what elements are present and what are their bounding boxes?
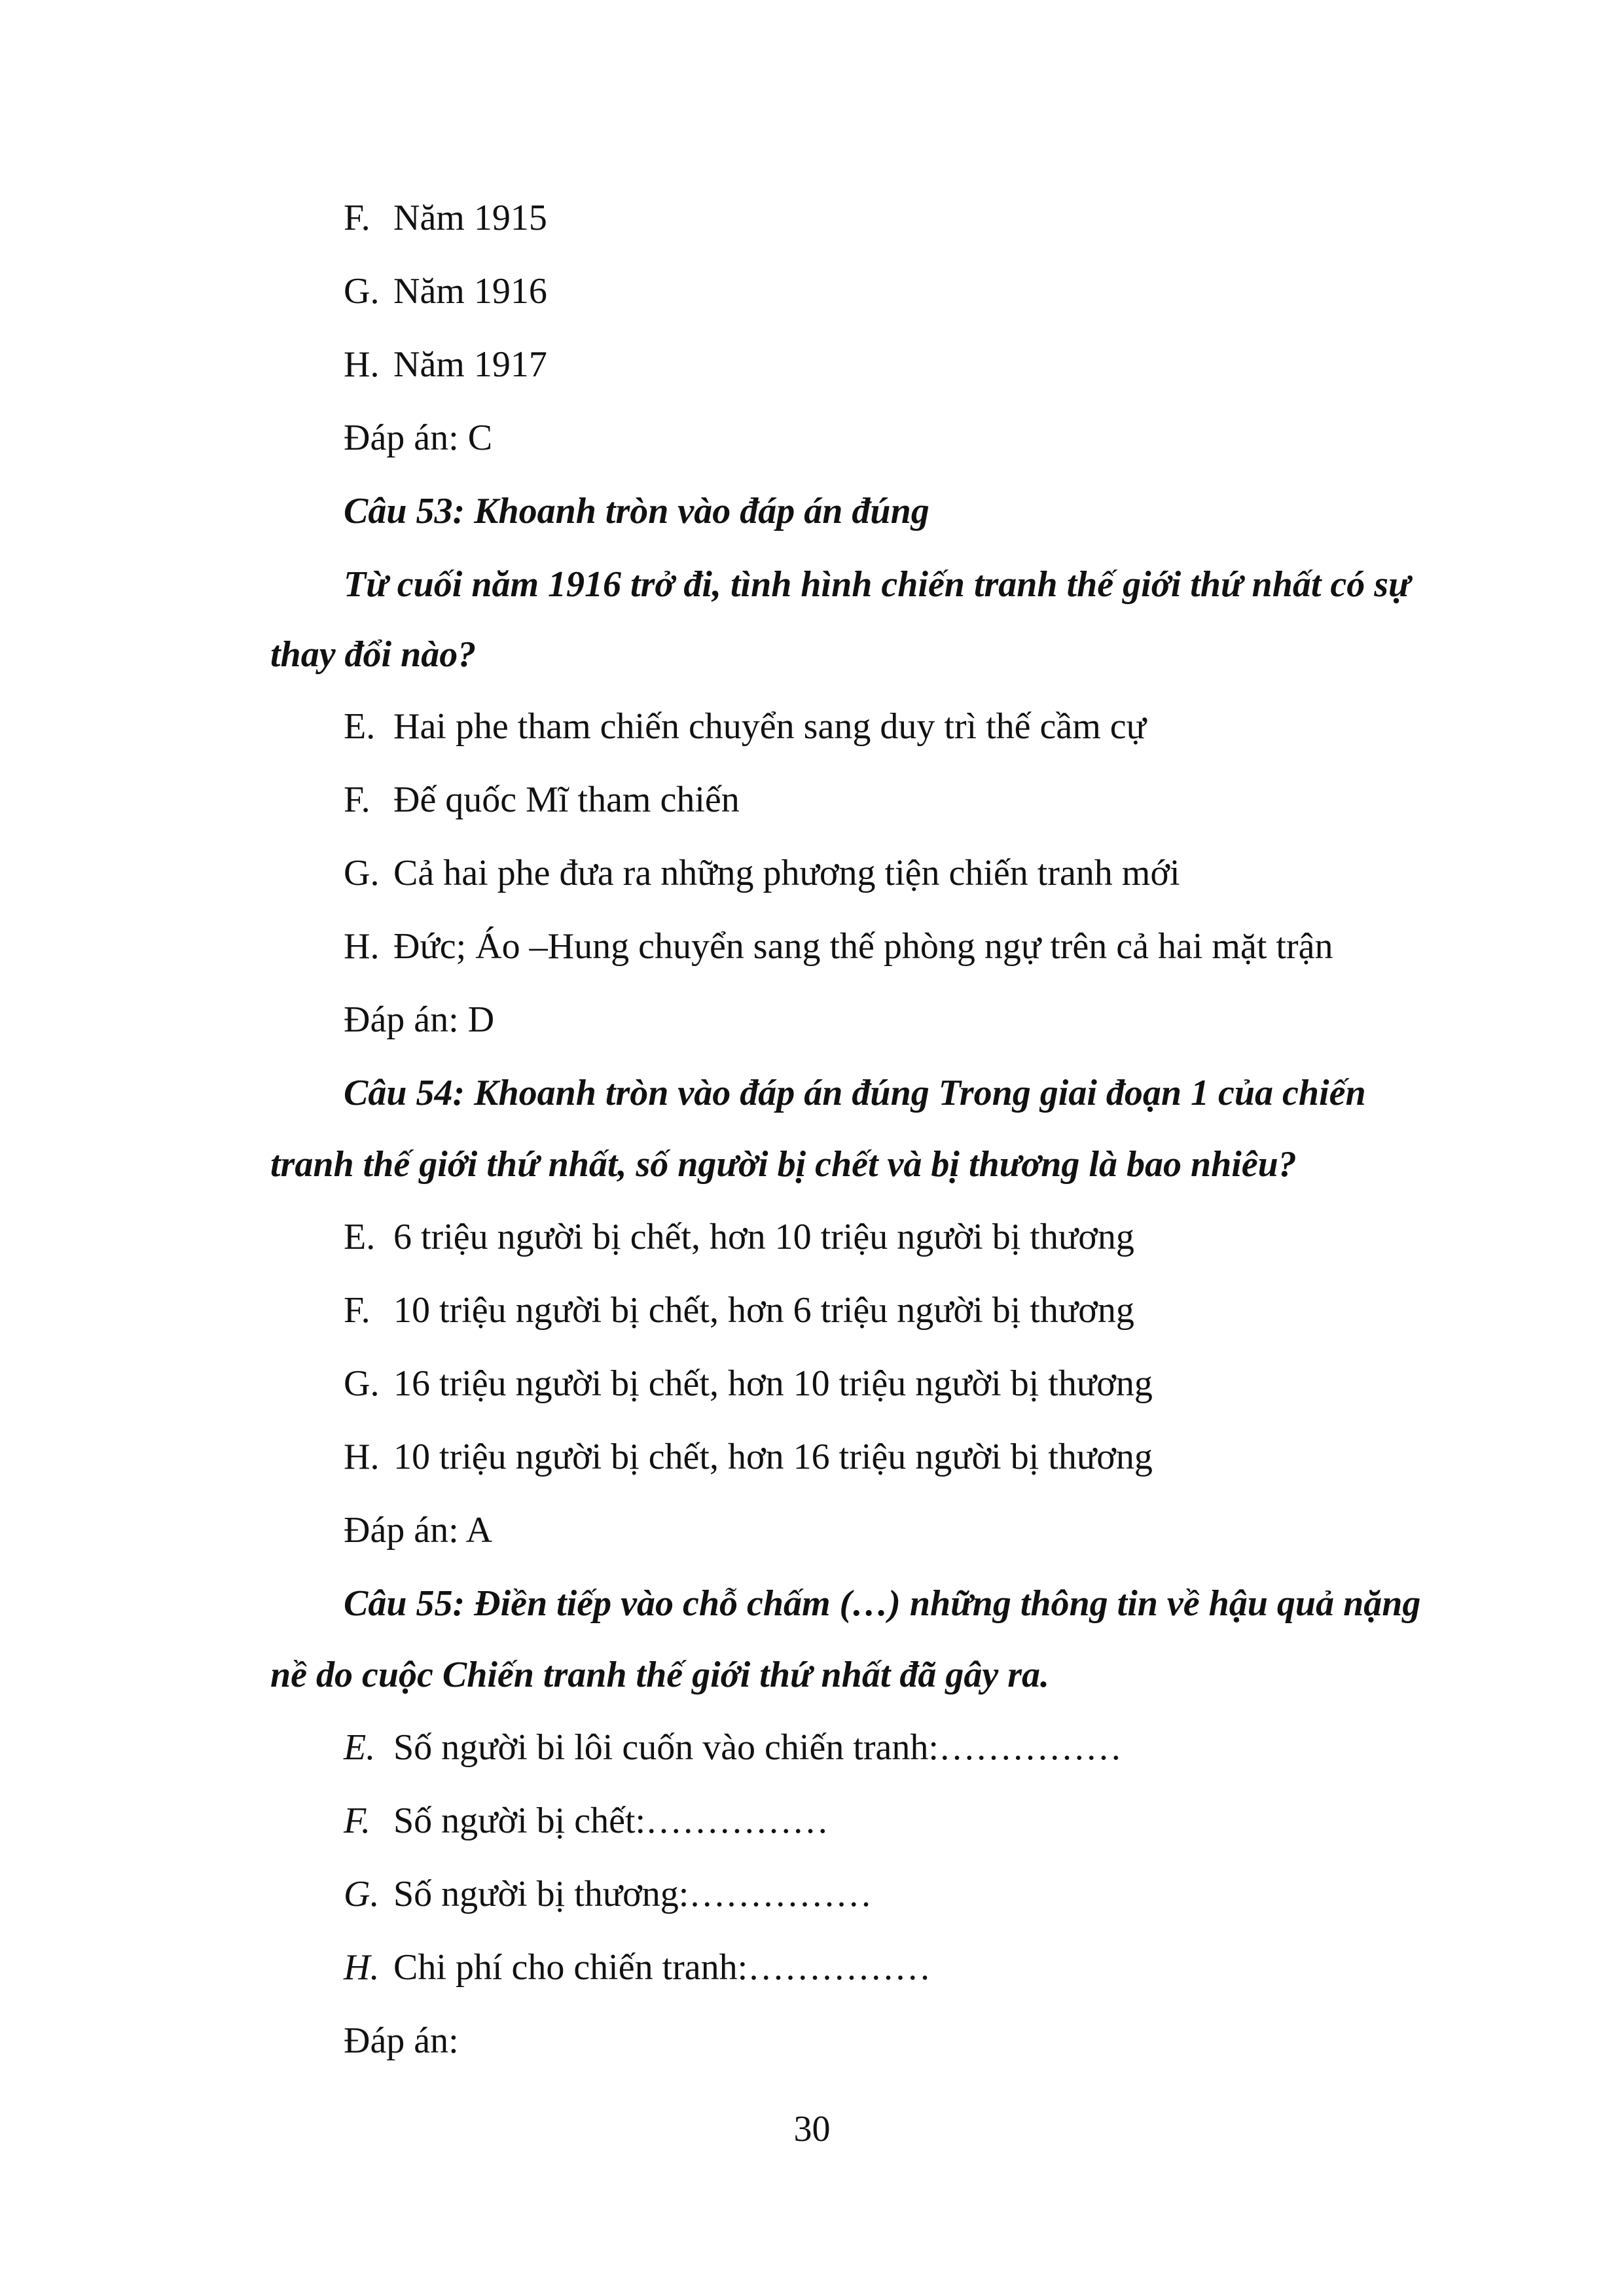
option-e	[344, 704, 1146, 749]
option-letter: E.	[344, 706, 376, 747]
question-53-prompt-cont: thay đổi nào?	[270, 634, 477, 675]
option-g	[344, 268, 547, 314]
option-letter: F.	[344, 1801, 370, 1841]
option-text: Chi phí cho chiến tranh:……………	[393, 1947, 931, 1988]
option-h	[344, 342, 547, 387]
question-53-title: Câu 53: Khoanh tròn vào đáp án đúng	[344, 491, 929, 531]
option-text: Đế quốc Mĩ tham chiến	[393, 780, 740, 820]
option-letter: H.	[344, 344, 380, 385]
option-letter: H.	[344, 1437, 380, 1477]
option-f	[344, 1798, 829, 1844]
option-g	[344, 1361, 1153, 1407]
option-letter: G.	[344, 853, 380, 893]
question-53-prompt: Từ cuối năm 1916 trở đi, tình hình chiến tranh thế giới thứ nhất có sự	[344, 564, 1411, 605]
option-text: 10 triệu người bị chết, hơn 16 triệu người bị thương	[393, 1437, 1153, 1477]
option-text: Đức; Áo –Hung chuyển sang thế phòng ngự trên cả hai mặt trận	[393, 926, 1333, 967]
option-e	[344, 1214, 1134, 1260]
option-g	[344, 1871, 872, 1917]
option-f	[344, 1287, 1134, 1333]
answer-line: Đáp án: C	[344, 418, 493, 458]
page-number: 30	[793, 2109, 831, 2149]
option-g	[344, 850, 1180, 896]
option-text: Năm 1917	[393, 344, 547, 385]
question-54-title-cont: tranh thế giới thứ nhất, số người bị chết và bị thương là bao nhiêu?	[270, 1144, 1297, 1185]
option-letter: E.	[344, 1217, 376, 1257]
answer-line: Đáp án: A	[344, 1510, 493, 1551]
option-letter: G.	[344, 271, 380, 312]
option-letter: G.	[344, 1363, 380, 1404]
answer-line: Đáp án:	[344, 2020, 459, 2061]
question-55-title-cont: nề do cuộc Chiến tranh thế giới thứ nhất đã gây ra.	[270, 1655, 1050, 1695]
option-text: Số người bị thương:……………	[393, 1874, 873, 1914]
answer-line: Đáp án: D	[344, 999, 495, 1040]
option-text: Hai phe tham chiến chuyển sang duy trì thế cầm cự	[393, 706, 1146, 747]
option-h	[344, 924, 1333, 969]
option-text: Năm 1915	[393, 198, 547, 238]
option-text: Số người bi lôi cuốn vào chiến tranh:……………	[393, 1727, 1122, 1768]
option-letter: H.	[344, 1947, 380, 1988]
option-letter: E.	[344, 1727, 376, 1768]
option-letter: F.	[344, 198, 370, 238]
option-text: 16 triệu người bị chết, hơn 10 triệu người bị thương	[393, 1363, 1153, 1404]
option-letter: H.	[344, 926, 380, 967]
option-e	[344, 1725, 1122, 1770]
option-letter: G.	[344, 1874, 380, 1914]
option-text: 6 triệu người bị chết, hơn 10 triệu người bị thương	[393, 1217, 1134, 1257]
option-h	[344, 1434, 1153, 1480]
option-h	[344, 1945, 931, 1990]
option-letter: F.	[344, 780, 370, 820]
question-55-title: Câu 55: Điền tiếp vào chỗ chấm (…) những thông tin về hậu quả nặng	[344, 1583, 1421, 1624]
option-text: 10 triệu người bị chết, hơn 6 triệu người bị thương	[393, 1290, 1134, 1331]
option-letter: F.	[344, 1290, 370, 1331]
option-f	[344, 777, 740, 823]
option-text: Năm 1916	[393, 271, 547, 312]
option-text: Cả hai phe đưa ra những phương tiện chiến tranh mới	[393, 853, 1180, 893]
question-54-title: Câu 54: Khoanh tròn vào đáp án đúng Trong giai đoạn 1 của chiến	[344, 1073, 1366, 1113]
option-f	[344, 195, 547, 241]
option-text: Số người bị chết:……………	[393, 1801, 829, 1841]
